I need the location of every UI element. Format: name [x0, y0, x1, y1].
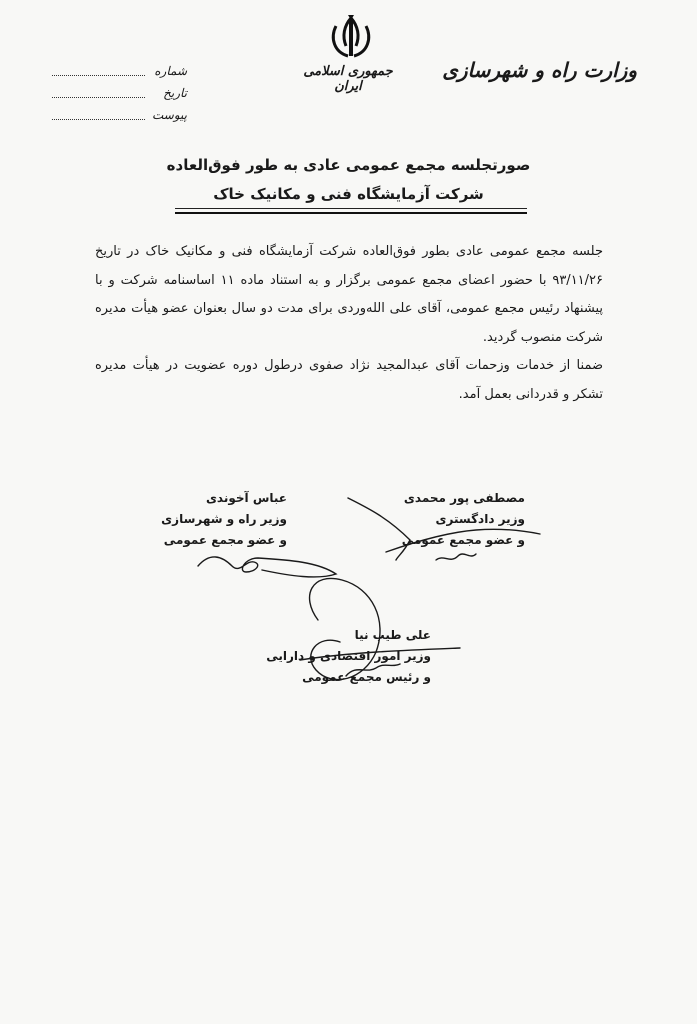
number-field	[52, 64, 187, 82]
signatory-name: مصطفی پور محمدی	[403, 491, 525, 505]
document-title: صورتجلسه مجمع عمومی عادی به طور فوق‌العاده	[166, 156, 531, 174]
signatory-membership: و رئیس مجمع عمومی	[302, 670, 431, 684]
signatory-name: عباس آخوندی	[205, 491, 287, 505]
signatory-membership: و عضو مجمع عمومی	[401, 533, 525, 547]
minutes-body	[95, 238, 603, 410]
date-dotted-line	[52, 97, 145, 98]
title-rule-bottom	[175, 212, 527, 214]
signatory-membership: و عضو مجمع عمومی	[163, 533, 287, 547]
minutes-paragraph: جلسه مجمع عمومی عادی بطور فوق‌العاده شرکت آزمایشگاه فنی و مکانیک خاک در تاریخ ۹۳/۱۱/۲۶ با حضور اعضای مجمع عمومی برگزار و به استناد ماده ۱۱ اساسنامه شرکت و با پیشنهاد رئیس مجمع عمومی، آقای علی الله‌وردی برای مدت دو سال بعنوان عضو هیأت مدیره شرکت منصوب گردید.	[95, 244, 603, 345]
attachment-label: پیوست	[152, 108, 187, 122]
signature-justice-a	[348, 498, 410, 560]
signature-roads	[198, 557, 336, 577]
minutes-paragraph: ضمنا از خدمات وزحمات آقای عبدالمجید نژاد صفوی درطول دوره عضویت در هیأت مدیره تشکر و قدردانی بعمل آمد.	[95, 358, 603, 402]
iran-emblem-icon	[328, 14, 374, 62]
signatory-role: وزیر امور اقتصادی و دارایی	[266, 649, 431, 663]
number-dotted-line	[52, 75, 145, 76]
attachment-dotted-line	[52, 119, 145, 120]
signatory-role: وزیر راه و شهرسازی	[161, 512, 287, 526]
signature-block-economy	[266, 625, 431, 688]
date-field	[52, 86, 187, 104]
date-label: تاریخ	[163, 86, 187, 100]
attachment-field	[52, 108, 187, 126]
number-label: شماره	[154, 64, 187, 78]
signatory-role: وزیر دادگستری	[435, 512, 525, 526]
republic-label: جمهوری اسلامی ایران	[303, 64, 393, 94]
signature-block-justice	[402, 488, 525, 551]
ministry-name: وزارت راه و شهرسازی	[442, 58, 637, 82]
title-rule-top	[175, 208, 527, 209]
signature-block-roads	[161, 488, 287, 551]
company-title: شرکت آزمایشگاه فنی و مکانیک خاک	[213, 185, 484, 203]
signatory-name: علی طیب نیا	[354, 628, 431, 642]
signature-justice-c	[436, 554, 476, 560]
